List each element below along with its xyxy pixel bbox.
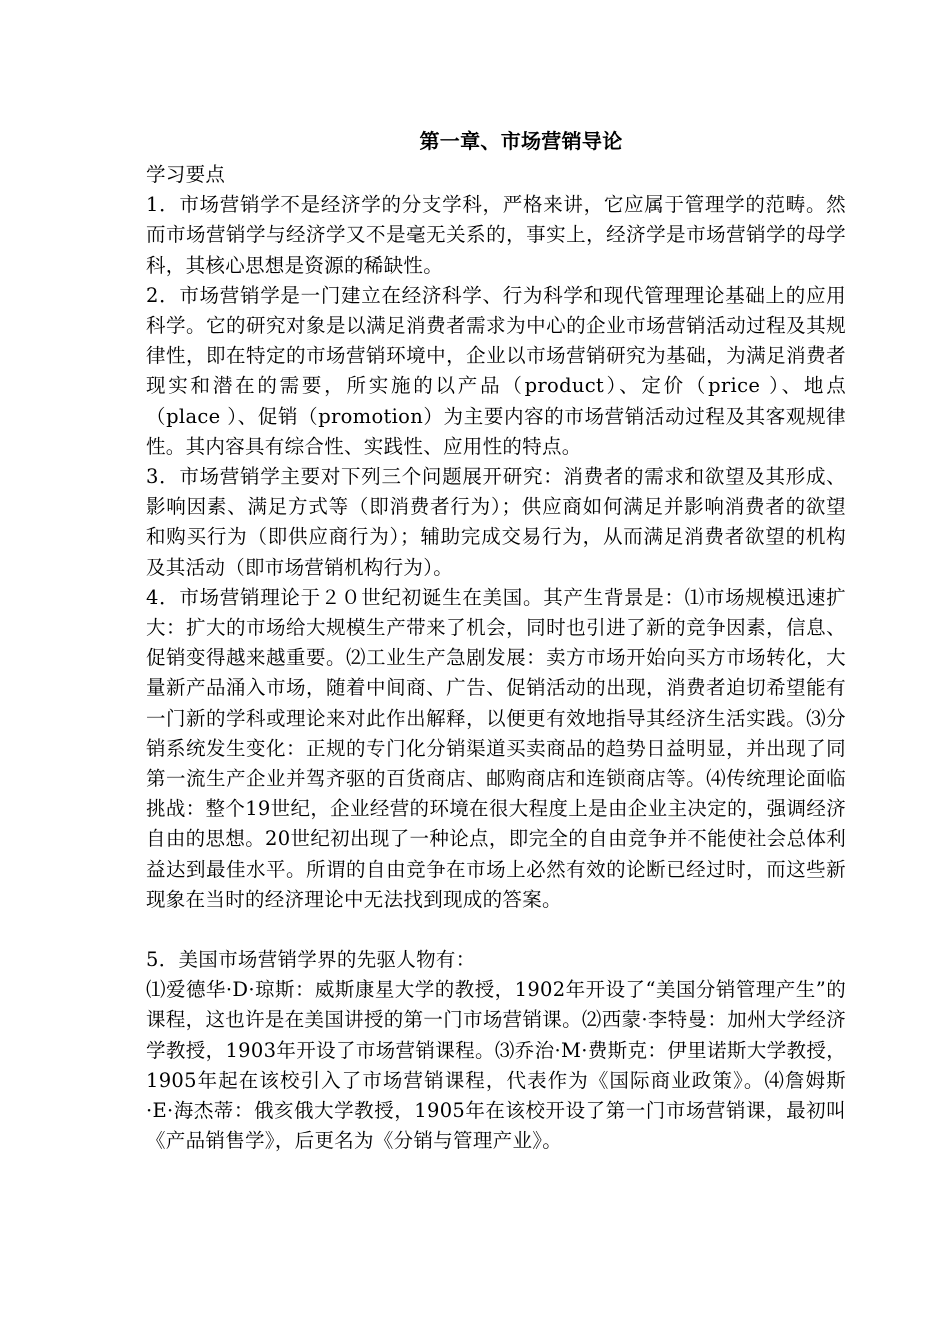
section-label: 学习要点 <box>146 163 226 186</box>
paragraph-4: 4．市场营销理论于２０世纪初诞生在美国。其产生背景是：⑴市场规模迅速扩大：扩大的市场给大规模生产带来了机会，同时也引进了新的竞争因素，信息、促销变得越来越重要。⑵工业生产急剧发展：卖方市场开始向买方市场转化，大量新产品涌入市场，随着中间商、广告、促销活动的出现，消费者迫切希望能有一门新的学科或理论来对此作出解释，以便更有效地指导其经济生活实践。⑶分销系统发生变化：正规的专门化分销渠道买卖商品的趋势日益明显，并出现了同第一流生产企业并驾齐驱的百货商店、邮购商店和连锁商店等。⑷传统理论面临挑战：整个19世纪，企业经营的环境在很大程度上是由企业主决定的，强调经济自由的思想。20世纪初出现了一种论点，即完全的自由竞争并不能使社会总体利益达到最佳水平。所谓的自由竞争在市场上必然有效的论断已经过时，而这些新现象在当时的经济理论中无法找到现成的答案。 <box>146 585 846 911</box>
paragraph-5-heading: 5．美国市场营销学界的先驱人物有： <box>146 948 476 972</box>
paragraph-5-body: ⑴爱德华·D·琼斯：威斯康星大学的教授，1902年开设了“美国分销管理产生”的课程，这也许是在美国讲授的第一门市场营销课。⑵西蒙·李特曼：加州大学经济学教授，1903年开设了市场营销课程。⑶乔治·M·费斯克：伊里诺斯大学教授，1905年起在该校引入了市场营销课程，代表作为《国际商业政策》。⑷詹姆斯·E·海杰蒂：俄亥俄大学教授，1905年在该校开设了第一门市场营销课，最初叫《产品销售学》，后更名为《分销与管理产业》。 <box>146 978 846 1153</box>
paragraph-spacer <box>146 915 846 945</box>
paragraph-2: 2．市场营销学是一门建立在经济科学、行为科学和现代管理理论基础上的应用科学。它的研究对象是以满足消费者需求为中心的企业市场营销活动过程及其规律性，即在特定的市场营销环境中，企业以市场营销研究为基础，为满足消费者现实和潜在的需要，所实施的以产品（product）、定价（price ）、地点（place ）、促销（promotion）为主要内容的市场营销活动过程及其客观规律性。其内容具有综合性、实践性、应用性的特点。 <box>146 283 846 458</box>
paragraph-1: 1．市场营销学不是经济学的分支学科，严格来讲，它应属于管理学的范畴。然而市场营销学与经济学又不是毫无关系的，事实上，经济学是市场营销学的母学科，其核心思想是资源的稀缺性。 <box>146 193 846 277</box>
paragraph-3: 3．市场营销学主要对下列三个问题展开研究：消费者的需求和欲望及其形成、影响因素、满足方式等（即消费者行为）；供应商如何满足并影响消费者的欲望和购买行为（即供应商行为）；辅助完成交易行为，从而满足消费者欲望的机构及其活动（即市场营销机构行为）。 <box>146 465 846 579</box>
document-page <box>146 126 846 1157</box>
chapter-title: 第一章、市场营销导论 <box>419 129 623 153</box>
